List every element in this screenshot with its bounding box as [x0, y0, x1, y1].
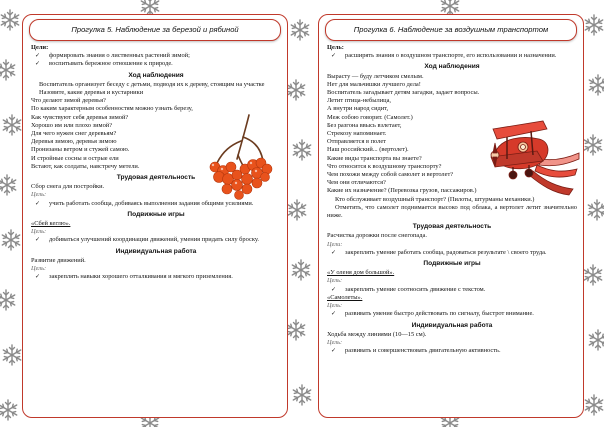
poem-line: Наш российский... (вертолет). [327, 146, 409, 154]
goals-label: Цель: [327, 44, 344, 51]
poem-line: Деревья зимою, деревья зимою [31, 138, 117, 146]
individual-goal-label: Цель: [31, 265, 47, 273]
poem-line: А внутри народ сидит, [327, 105, 389, 113]
poem-line: Чем они отличаются? [327, 179, 386, 187]
right-page-card [318, 14, 584, 418]
work-text: Сбор снега для постройки. [31, 183, 105, 191]
poem-line: Летит птица-небылица, [327, 97, 392, 105]
individual-goal-label: Цель: [327, 338, 343, 346]
individual-goal: ✓ развивать и совершенствовать двигательную активность. [327, 347, 577, 355]
poem-line: Воспитатель загадывает детям загадки, задает вопросы. [327, 89, 480, 97]
poem-line: Назовите, какие деревья и кустарники [39, 89, 144, 97]
poem-line: Нет для мальчишки лучшего дела! [327, 80, 421, 88]
airplane-image [487, 113, 581, 199]
snowflake-right-edge [584, 15, 604, 415]
poem-line: Встают, как солдаты, навстречу метели. [31, 162, 140, 170]
goal-item: ✓ воспитывать бережное отношение к природе. [31, 60, 281, 68]
left-page-body [31, 44, 281, 413]
game-name: «Сбей кеглю». [31, 220, 71, 228]
game-goal: ✓ закреплять умение соотносить движение с текстом. [327, 286, 577, 294]
snowflake-left-edge [0, 10, 21, 420]
game-goal: ✓ добиваться улучшений координации движений, умения придать силу броску. [31, 236, 281, 244]
right-page-title: Прогулка 6. Наблюдение за воздушным транспортом [325, 19, 577, 41]
games-heading: Подвижные игры [423, 260, 481, 268]
game-name: «У оленя дом большой». [327, 269, 395, 277]
left-page-card [22, 14, 288, 418]
observation-heading: Ход наблюдения [128, 71, 184, 79]
poem-line: Хорошо им или плохо зимой? [31, 121, 113, 129]
game-goal-label: Цель: [327, 277, 343, 285]
work-heading: Трудовая деятельность [412, 223, 492, 231]
individual-heading: Индивидуальная работа [115, 247, 197, 255]
goals-label: Цели: [31, 44, 49, 51]
individual-text: Ходьба между линиями (10—15 см). [327, 330, 427, 338]
work-goal-label: Цель: [31, 191, 47, 199]
game-goal-label: Цель: [327, 302, 343, 310]
poem-line: Стрекозу напоминает. [327, 130, 387, 138]
question-text: Кто обслуживает воздушный транспорт? (Пилоты, штурманы механики.) [335, 195, 535, 203]
game-goal-label: Цель: [31, 228, 47, 236]
rowan-berries-image [201, 111, 281, 201]
game-goal: ✓ развивать умение быстро действовать по сигналу, быстрот внимание. [327, 310, 577, 318]
poem-line: По каким характерным особенностям можно узнать березу, [31, 105, 193, 113]
individual-heading: Индивидуальная работа [411, 321, 493, 329]
poem-line: Для чего нужен снег деревьям? [31, 130, 117, 138]
poem-line: Вырасту — буду летчиком смелым. [327, 72, 424, 80]
poem-line: Отправляется в полет [327, 138, 386, 146]
work-goal-label: Цели: [327, 240, 343, 248]
poem-line: Без разгона ввысь взлетает, [327, 121, 402, 129]
left-page-title: Прогулка 5. Наблюдение за березой и рябиной [29, 19, 281, 41]
poem-line: Пронизаны ветром и стужей самою. [31, 146, 130, 154]
work-heading: Трудовая деятельность [116, 174, 196, 182]
goal-item: ✓ формировать знания о лиственных растений зимой; [31, 52, 281, 60]
poem-line: Меж собою говорит. (Самолет.) [327, 113, 413, 121]
individual-goal: ✓ закреплять навыки хорошего отталкивания и мягкого приземления. [31, 273, 281, 281]
work-goal: ✓ закреплять умение работать сообща, радоваться результате \ своего труда. [327, 249, 577, 257]
poem-line: Чем похожи между собой самолет и вертолет? [327, 171, 454, 179]
poem-line: Что делают зимой деревья? [31, 97, 106, 105]
conclusion-text: Отметить, что самолет поднимается высоко под облака, а вертолет летит значительно ниже. [327, 203, 577, 220]
poem-line: И стройные сосны и острые ели [31, 154, 119, 162]
snowflake-middle [287, 20, 310, 405]
goal-item: ✓ расширять знания о воздушном транспорте, его использовании и назначении. [327, 52, 577, 60]
work-text: Расчистка дорожки после снегопада. [327, 232, 427, 240]
poem-line: Какие их назначение? (Перевозка грузов, пассажиров.) [327, 187, 477, 195]
observation-heading: Ход наблюдения [424, 63, 480, 71]
individual-text: Развитие движений. [31, 256, 86, 264]
poem-line: Как чувствуют себя деревья зимой? [31, 113, 129, 121]
games-heading: Подвижные игры [127, 210, 185, 218]
right-page-body [327, 44, 577, 413]
poem-line: Что относится к воздушному транспорту? [327, 162, 442, 170]
game-name: «Самолеты». [327, 293, 363, 301]
work-goal: ✓ учить работать сообща, добиваясь выполнения задания общими усилиями. [31, 200, 281, 208]
poem-line: Какие виды транспорта вы знаете? [327, 154, 422, 162]
observation-intro: Воспитатель организует беседу с детьми, подводя их к дереву, стоящим на участке [39, 80, 265, 88]
